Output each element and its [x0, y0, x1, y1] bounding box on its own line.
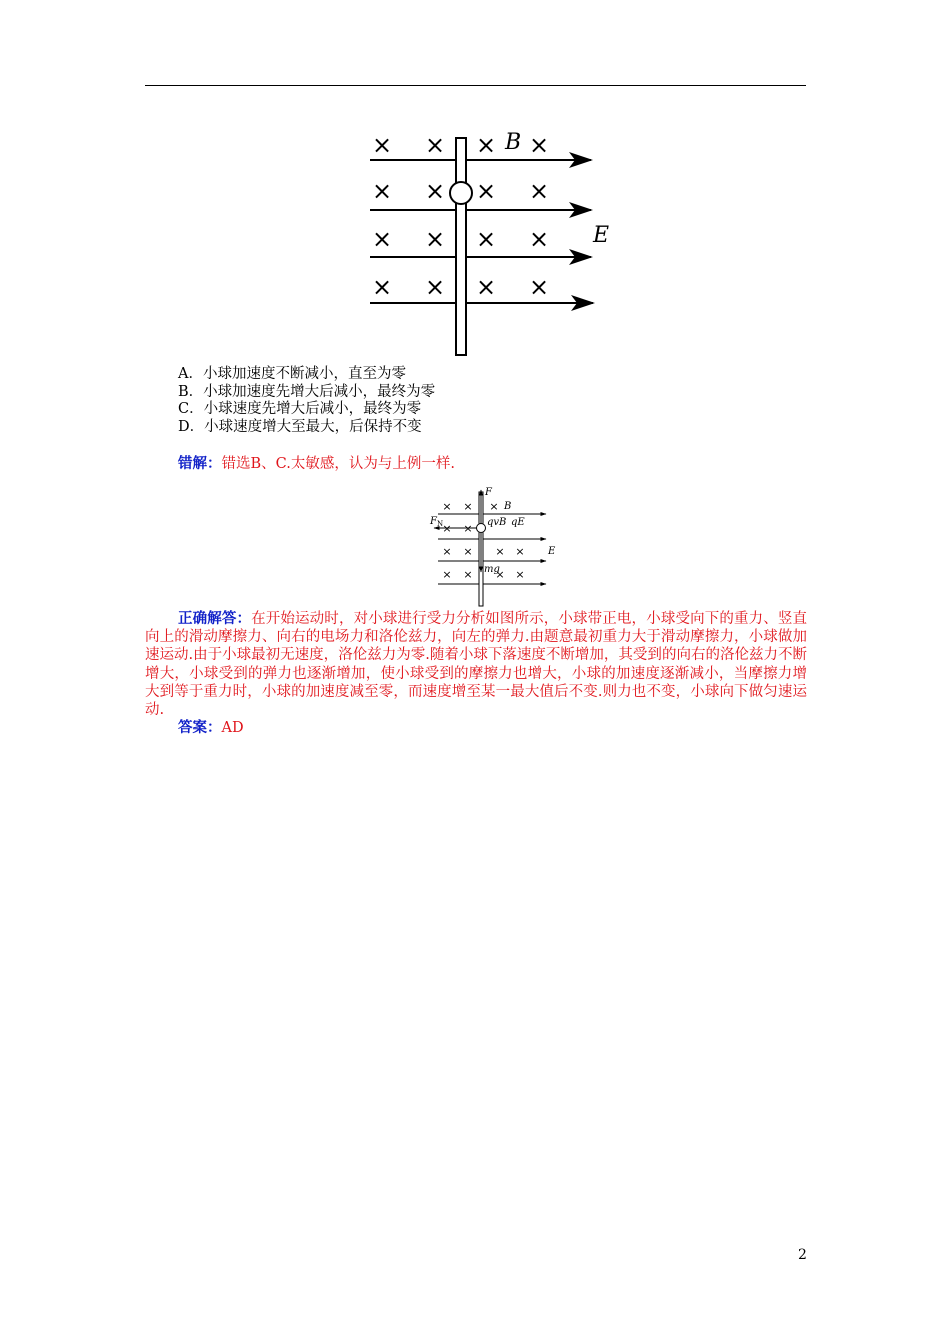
svg-text:×: × — [495, 545, 505, 558]
svg-text:×: × — [424, 273, 446, 301]
svg-text:×: × — [528, 225, 550, 253]
svg-text:×: × — [463, 500, 473, 513]
svg-text:×: × — [442, 545, 452, 558]
svg-text:×: × — [528, 131, 550, 159]
svg-text:×: × — [528, 177, 550, 205]
answer-label: 答案： — [178, 720, 222, 736]
wrong-solution-label: 错解： — [178, 456, 222, 472]
option-c: C．小球速度先增大后减小，最终为零 — [178, 401, 422, 417]
answer-value: AD — [221, 720, 244, 736]
label-qvb: qvB — [487, 517, 507, 528]
label-fn: $F_N$ — [430, 516, 444, 528]
svg-text:×: × — [475, 131, 497, 159]
svg-text:×: × — [371, 177, 393, 205]
charged-ball-small — [477, 524, 486, 533]
correct-solution-label: 正确解答： — [178, 611, 252, 627]
svg-text:×: × — [475, 177, 497, 205]
svg-text:×: × — [424, 225, 446, 253]
svg-text:×: × — [489, 500, 499, 513]
svg-text:×: × — [495, 568, 505, 581]
answer-line — [178, 716, 244, 737]
label-b: B — [505, 130, 522, 155]
svg-text:×: × — [424, 131, 446, 159]
label-mg: mg — [484, 564, 500, 575]
field-diagram — [365, 125, 615, 360]
svg-text:×: × — [442, 522, 452, 535]
svg-text:×: × — [442, 500, 452, 513]
svg-text:×: × — [515, 545, 525, 558]
label-f: F — [485, 487, 492, 498]
svg-text:×: × — [528, 273, 550, 301]
svg-text:×: × — [371, 225, 393, 253]
label-qe: qE — [511, 517, 525, 528]
svg-text:×: × — [424, 177, 446, 205]
svg-text:×: × — [475, 273, 497, 301]
wrong-solution — [178, 452, 455, 473]
svg-text:×: × — [371, 273, 393, 301]
header-rule — [145, 85, 806, 86]
force-diagram — [420, 484, 560, 609]
svg-text:×: × — [475, 225, 497, 253]
answer-options — [178, 366, 435, 436]
svg-text:×: × — [463, 545, 473, 558]
svg-text:×: × — [463, 522, 473, 535]
option-b: B．小球加速度先增大后减小，最终为零 — [178, 383, 436, 400]
svg-text:×: × — [463, 568, 473, 581]
label-e-small: E — [548, 546, 556, 557]
correct-solution — [145, 610, 807, 719]
svg-text:×: × — [515, 568, 525, 581]
option-a: A．小球加速度不断减小，直至为零 — [178, 366, 406, 382]
option-d: D．小球速度增大至最大，后保持不变 — [178, 418, 422, 435]
label-e: E — [593, 223, 610, 248]
svg-text:×: × — [371, 131, 393, 159]
label-b-small: B — [504, 501, 512, 512]
vertical-rod — [456, 138, 466, 355]
page-number: 2 — [798, 1247, 807, 1263]
wrong-solution-text: 错选B、C.太敏感，认为与上例一样. — [221, 456, 455, 472]
charged-ball — [450, 182, 472, 204]
svg-text:×: × — [442, 568, 452, 581]
correct-solution-text: 在开始运动时，对小球进行受力分析如图所示，小球带正电，小球受向下的重力、竖直向上的滑动摩擦力、向右的电场力和洛伦兹力，向左的弹力.由题意最初重力大于滑动摩擦力，小球做加速运动.由于小球最初无速度，洛伦兹力为零.随着小球下落速度不断增加，其受到的向右的洛伦兹力不断增大，小球受到的弹力也逐渐增加，使小球受到的摩擦力也增大，小球的加速度逐渐减小，当摩擦力增大到等于重力时，小球的加速度减至零，而速度增至某一最大值后不变.则力也不变，小球向下做匀速运动. — [145, 611, 807, 719]
